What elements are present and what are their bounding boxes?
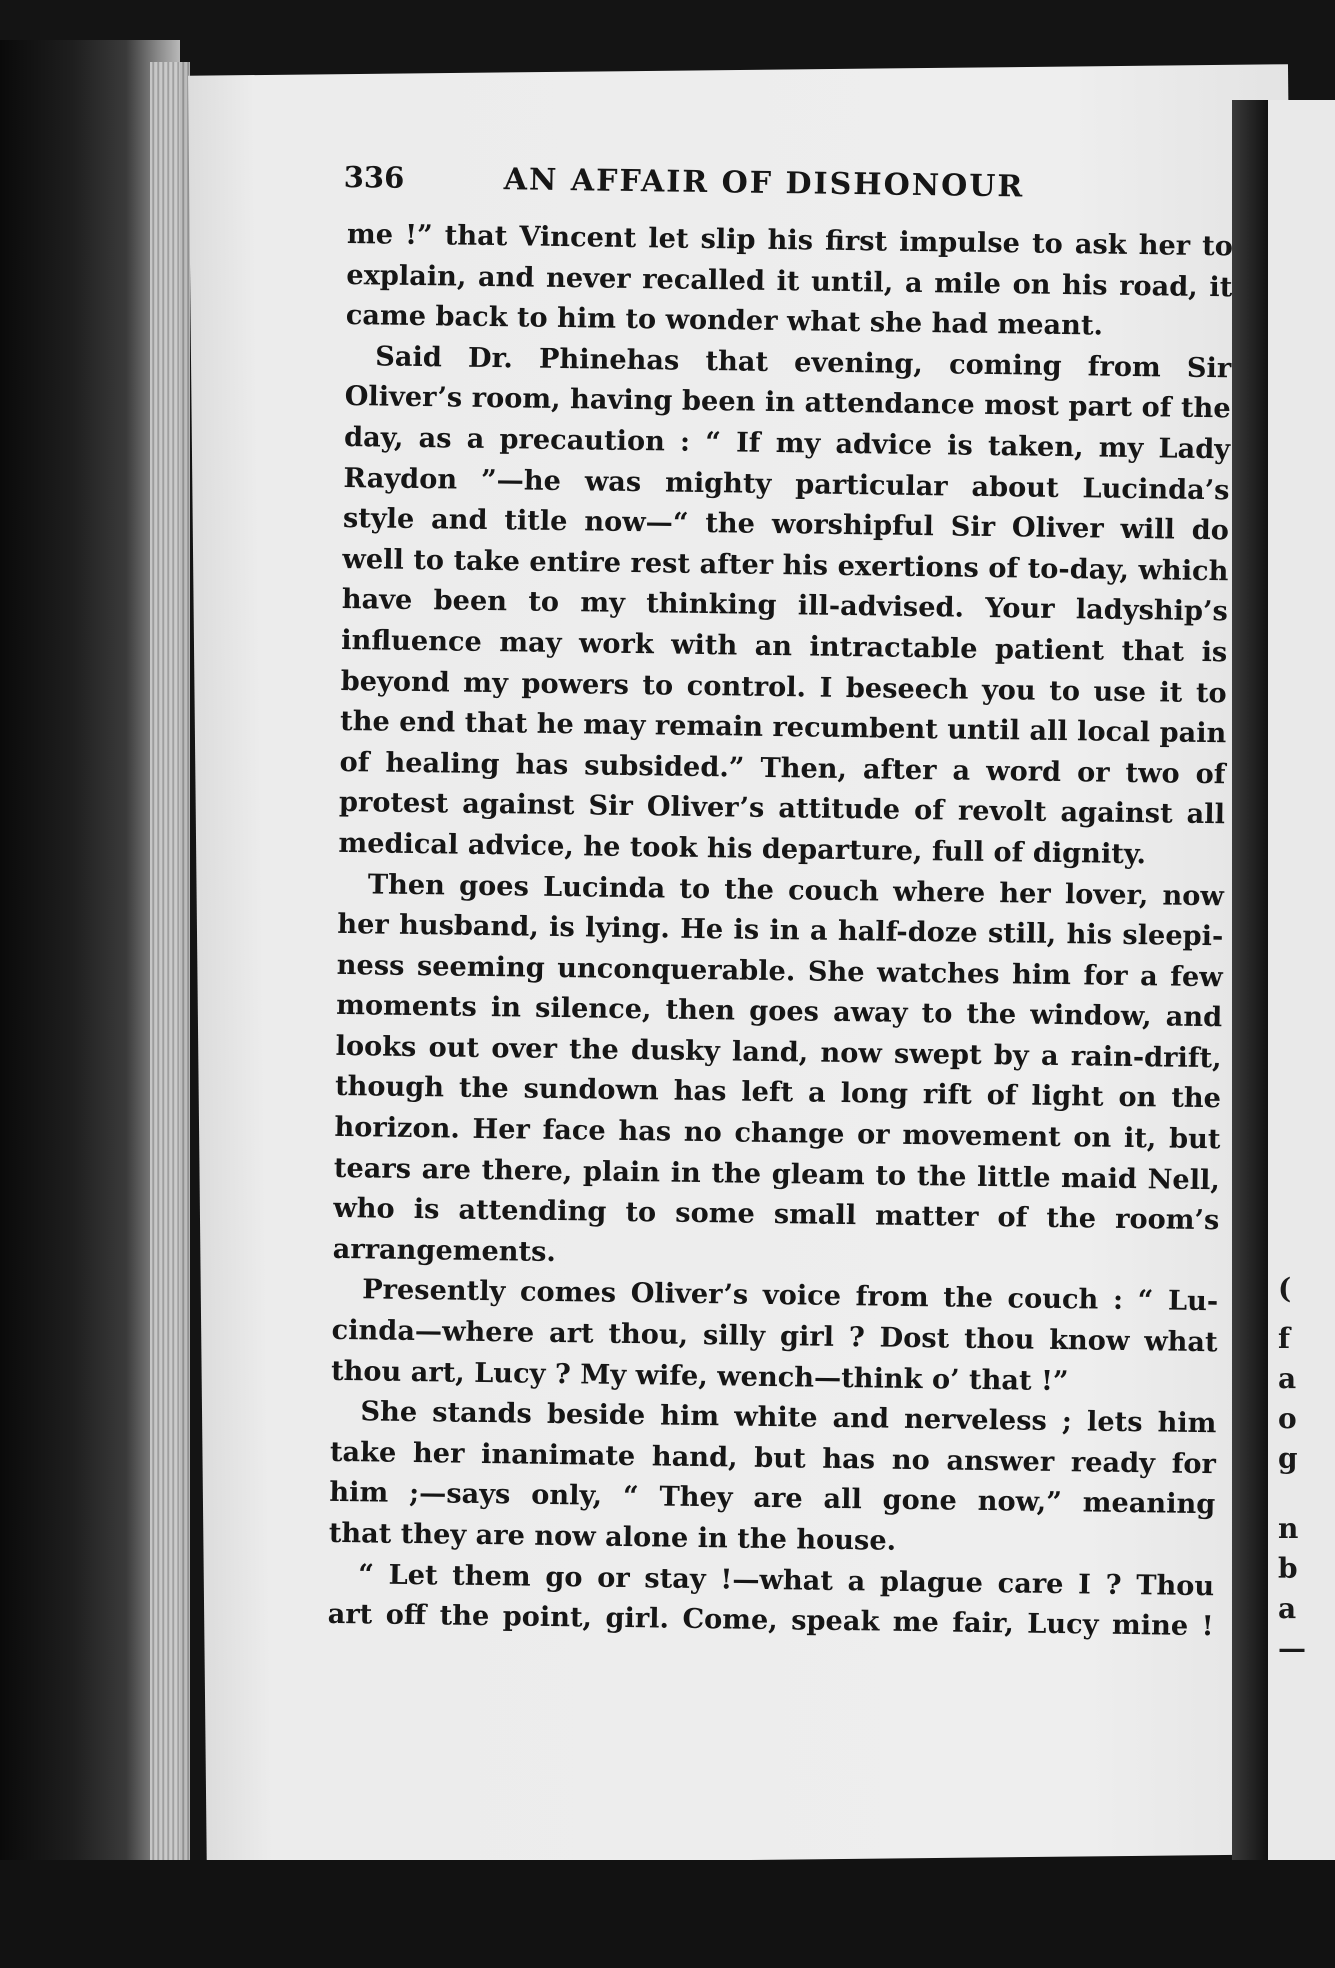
- text-line: horizon. Her face has no change or movement on it, but: [334, 1110, 1221, 1156]
- text-line: looks out over the dusky land, now swept by a rain-drift,: [335, 1029, 1222, 1075]
- text-line: day, as a precaution : “ If my advice is taken, my Lady: [343, 420, 1231, 466]
- text-line: tears are there, plain in the gleam to the little maid Nell,: [333, 1151, 1221, 1196]
- text-line: Said Dr. Phinehas that evening, coming from Sir: [375, 340, 1232, 385]
- facing-page-fragment: a: [1278, 1362, 1297, 1395]
- text-line: influence may work with an intractable patient that is: [341, 623, 1228, 669]
- text-line: who is attending to some small matter of the room’s: [333, 1192, 1220, 1237]
- text-line: explain, and never recalled it until, a mile on his road, it: [346, 258, 1233, 303]
- text-line: me !” that Vincent let slip his first impulse to ask her to: [346, 217, 1234, 263]
- text-line: take her inanimate hand, but has no answer ready for: [329, 1435, 1217, 1481]
- running-title: AN AFFAIR OF DISHONOUR: [503, 162, 1025, 205]
- facing-page-fragment: b: [1278, 1552, 1298, 1585]
- page-content: [327, 160, 1248, 1647]
- text-line: She stands beside him white and nerveless ; lets him: [360, 1395, 1217, 1440]
- text-line: style and title now—“ the worshipful Sir Oliver will do: [342, 502, 1230, 547]
- text-line: Then goes Lucinda to the couch where her lover, now: [367, 867, 1225, 912]
- text-line: came back to him to wonder what she had meant.: [345, 299, 1104, 342]
- text-line: her husband, is lying. He is in a half-doze still, his sleepi-: [337, 908, 1224, 953]
- text-line: moments in silence, then goes away to the window, and: [335, 989, 1223, 1034]
- text-line: thou art, Lucy ? My wife, wench—think o’ that !”: [330, 1354, 1069, 1397]
- page-number: 336: [343, 159, 405, 195]
- facing-page-fragment: f: [1278, 1322, 1291, 1355]
- body-text: [327, 214, 1247, 1647]
- text-line: well to take entire rest after his exertions of to-day, which: [342, 542, 1229, 588]
- page-edges: [150, 62, 190, 1862]
- text-line: beyond my powers to control. I beseech you to use it to: [340, 664, 1227, 709]
- text-line: protest against Sir Oliver’s attitude of revolt against all: [338, 786, 1226, 831]
- text-line: Presently comes Oliver’s voice from the couch : “ Lu-: [362, 1273, 1219, 1318]
- text-line: cinda—where art thou, silly girl ? Dost thou know what: [331, 1313, 1218, 1359]
- facing-page-edge: [1268, 100, 1335, 1880]
- facing-page-fragment: g: [1278, 1442, 1298, 1475]
- facing-page-fragment: n: [1278, 1512, 1299, 1545]
- facing-page-fragment: —: [1278, 1632, 1306, 1665]
- text-line: arrangements.: [332, 1232, 557, 1268]
- facing-page-fragment: o: [1278, 1402, 1297, 1435]
- facing-page-fragment: a: [1278, 1592, 1297, 1625]
- text-line: Raydon ”—he was mighty particular about Lucinda’s: [343, 461, 1230, 506]
- text-line: though the sundown has left a long rift of light on the: [334, 1070, 1222, 1115]
- text-line: Oliver’s room, having been in attendance most part of the: [344, 380, 1231, 425]
- text-line: that they are now alone in the house.: [328, 1516, 897, 1557]
- text-line: “ Let them go or stay !—what a plague care I ? Thou: [358, 1557, 1215, 1602]
- text-line: of healing has subsided.” Then, after a word or two of: [339, 745, 1226, 791]
- text-line: art off the point, girl. Come, speak me fair, Lucy mine !: [327, 1598, 1214, 1643]
- text-line: him ;—says only, “ They are all gone now,” meaning: [329, 1476, 1216, 1521]
- facing-page-fragment: (: [1278, 1272, 1292, 1305]
- scan-bottom-margin: [0, 1860, 1335, 1968]
- text-line: the end that he may remain recumbent until all local pain: [339, 705, 1227, 750]
- text-line: have been to my thinking ill-advised. Your ladyship’s: [341, 583, 1229, 628]
- text-line: medical advice, he took his departure, full of dignity.: [338, 826, 1147, 871]
- text-line: ness seeming unconquerable. She watches him for a few: [336, 948, 1223, 993]
